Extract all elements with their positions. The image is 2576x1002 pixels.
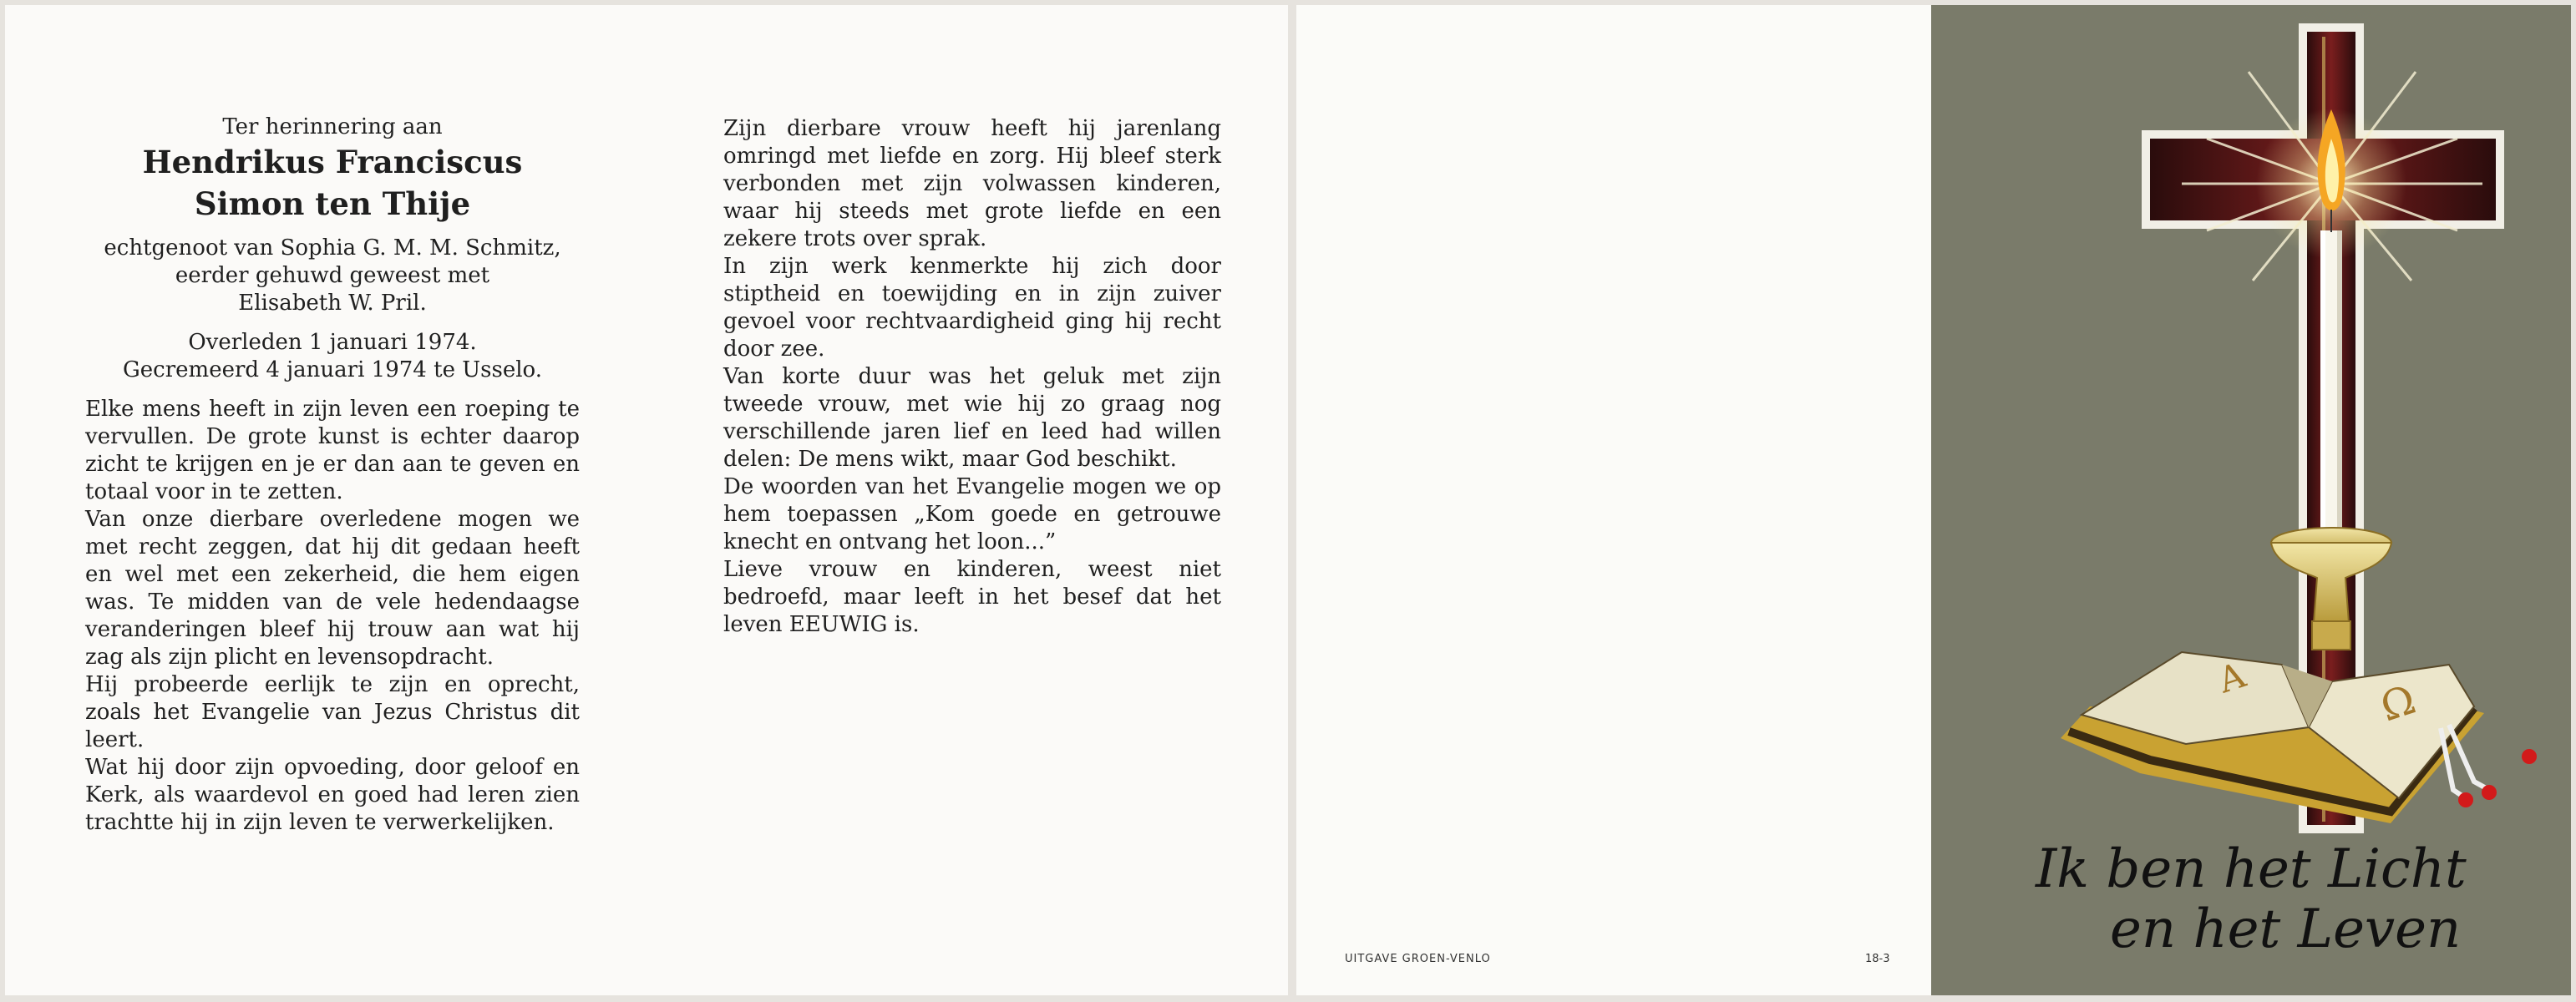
- cover-illustration: [1931, 5, 2571, 995]
- paragraph: In zijn werk kenmerkte hij zich door stiptheid en toewijding en in zijn zuiver gevoel voor rechtvaardigheid ging hij recht door zee.: [723, 254, 1221, 362]
- omega-glyph: Ω: [2375, 676, 2421, 731]
- candle-icon: [2318, 109, 2345, 538]
- paragraph: De woorden van het Evangelie mogen we op hem toepassen „Kom goede en getrouwe knecht en ontvang het loon...”: [723, 474, 1221, 554]
- motto-line-2: en het Leven: [2110, 898, 2462, 960]
- memorial-text-right: [723, 115, 1221, 639]
- alpha-glyph: Α: [2213, 654, 2250, 701]
- paragraph: Elke mens heeft in zijn leven een roeping te vervullen. De grote kunst is echter daarop zicht te krijgen en je er dan aan te geven en totaal voor in te zetten.: [85, 397, 580, 504]
- card-code: 18-3: [1865, 953, 1890, 965]
- spouse-line-2: eerder gehuwd geweest met: [175, 263, 490, 288]
- spouse-line-3: Elisabeth W. Pril.: [238, 291, 427, 316]
- paragraph: Van onze dierbare overledene mogen we met recht zeggen, dat hij dit gedaan heeft en wel met een zekerheid, die hem eigen was. Te midden van de vele hedendaagse veranderingen bleef hij trouw aan wat hij zag als zijn plicht en levensopdracht.: [85, 507, 580, 670]
- obituary-left-column: [85, 114, 580, 837]
- paragraph: Zijn dierbare vrouw heeft hij jarenlang omringd met liefde en zorg. Hij bleef sterk verbonden met zijn volwassen kinderen, waar hij steeds met grote liefde en een zekere trots over sprak.: [723, 116, 1221, 251]
- intro-text: Ter herinnering aan: [222, 114, 443, 139]
- name-line-1: Hendrikus Franciscus: [142, 144, 523, 180]
- cremation-info: Gecremeerd 4 januari 1974 te Usselo.: [123, 357, 542, 382]
- name-line-2: Simon ten Thije: [194, 185, 471, 222]
- open-book-icon: [2061, 652, 2537, 823]
- outer-spread: [1296, 5, 2571, 995]
- spouse-line-1: echtgenoot van Sophia G. M. M. Schmitz,: [104, 235, 561, 261]
- deceased-name: [85, 141, 580, 225]
- paragraph: Van korte duur was het geluk met zijn tweede vrouw, met wie hij zo graag nog verschillende jaren lief en leed had willen delen: De mens wikt, maar God beschikt.: [723, 364, 1221, 472]
- paragraph: Hij probeerde eerlijk te zijn en oprecht, zoals het Evangelie van Jezus Christus dit leert.: [85, 672, 580, 752]
- inner-spread: [5, 5, 1288, 995]
- motto-line-1: Ik ben het Licht: [2036, 838, 2467, 900]
- candlestick-icon: [2271, 528, 2391, 650]
- paragraph: Lieve vrouw en kinderen, weest niet bedroefd, maar leeft in het besef dat het leven EEUWIG is.: [723, 557, 1221, 637]
- paragraph: Wat hij door zijn opvoeding, door geloof en Kerk, als waardevol en goed had leren zien trachtte hij in zijn leven te verwerkelijken.: [85, 755, 580, 835]
- publisher-imprint: UITGAVE GROEN-VENLO: [1345, 953, 1491, 965]
- date-of-death: Overleden 1 januari 1974.: [188, 330, 477, 355]
- memorial-text-left: [85, 396, 580, 837]
